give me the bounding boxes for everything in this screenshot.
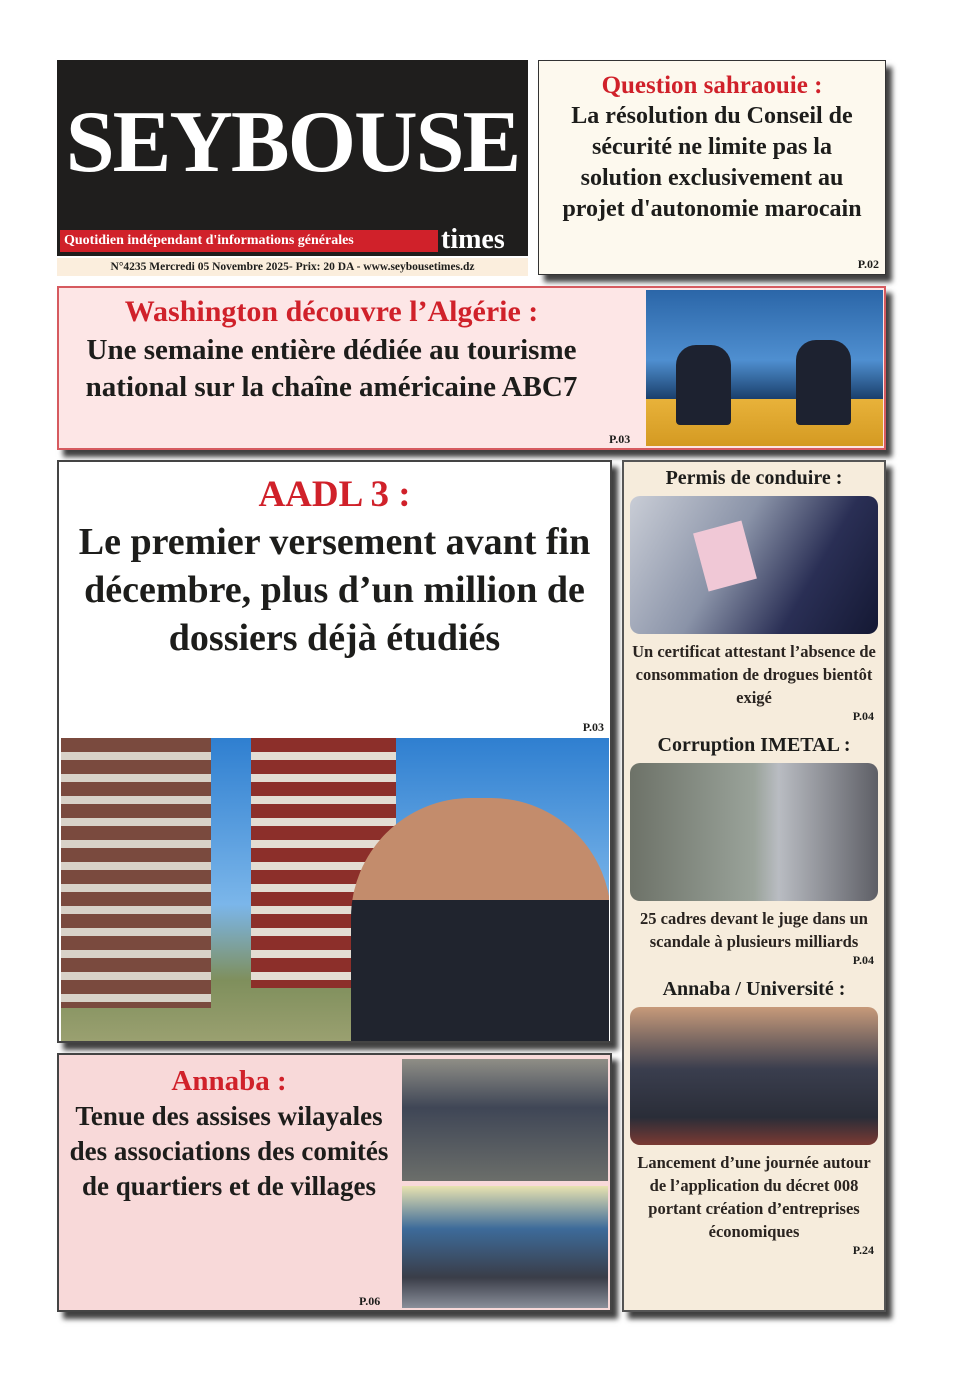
article-kicker: Annaba :: [171, 1065, 287, 1097]
article-sahara[interactable]: [538, 60, 886, 275]
dateline: N°4235 Mercredi 05 Novembre 2025- Prix: 20 DA - www.seybousetimes.dz: [57, 258, 528, 276]
article-headline: Une semaine entière dédiée au tourisme national sur la chaîne américaine ABC7: [85, 334, 578, 403]
aadl-buildings-photo: [61, 738, 609, 1041]
page-ref: P.04: [852, 709, 874, 723]
right-column: [622, 460, 886, 1312]
imetal-building-photo: [630, 763, 878, 901]
article-headline: La résolution du Conseil de sécurité ne limite pas la solution exclusivement au projet d'autonomie marocain: [562, 103, 862, 222]
article-headline: Le premier versement avant fin décembre, plus d’un million de dossiers déjà étudiés: [78, 521, 591, 659]
article-universite[interactable]: [624, 975, 884, 1257]
page-ref: P.04: [852, 953, 874, 967]
article-kicker: Corruption IMETAL :: [657, 734, 851, 756]
masthead: [57, 60, 528, 256]
article-kicker: Question sahraouie :: [601, 72, 823, 99]
tagline: Quotidien indépendant d'informations générales: [60, 230, 438, 252]
university-event-photo: [630, 1007, 878, 1145]
article-imetal[interactable]: [624, 731, 884, 967]
newspaper-logo: SEYBOUSE: [65, 94, 520, 191]
article-permis[interactable]: [624, 464, 884, 723]
officials-photo: [402, 1059, 608, 1181]
article-headline: Lancement d’une journée autour de l’application du décret 008 portant création d’entreprises économiques: [637, 1153, 871, 1241]
page-ref: P.02: [857, 257, 879, 271]
page-ref: P.06: [359, 1294, 381, 1308]
page-ref: P.03: [582, 720, 604, 734]
logo-suffix: times: [441, 224, 505, 255]
article-annaba[interactable]: [57, 1053, 612, 1312]
page-ref: P.03: [609, 432, 631, 446]
article-headline: Un certificat attestant l’absence de consommation de drogues bientôt exigé: [632, 642, 876, 707]
article-washington[interactable]: [57, 286, 886, 450]
article-headline: Tenue des assises wilayales des associations des comités de quartiers et de villages: [69, 1101, 389, 1201]
tv-studio-photo: [646, 290, 883, 446]
page-ref: P.24: [852, 1243, 874, 1257]
audience-photo: [402, 1186, 608, 1308]
article-kicker: AADL 3 :: [258, 474, 411, 515]
driving-license-photo: [630, 496, 878, 634]
article-kicker: Permis de conduire :: [665, 467, 843, 489]
article-headline: 25 cadres devant le juge dans un scandale à plusieurs milliards: [640, 909, 868, 951]
article-aadl[interactable]: [57, 460, 612, 1043]
article-kicker: Washington découvre l’Algérie :: [124, 295, 539, 328]
article-kicker: Annaba / Université :: [662, 978, 846, 1000]
